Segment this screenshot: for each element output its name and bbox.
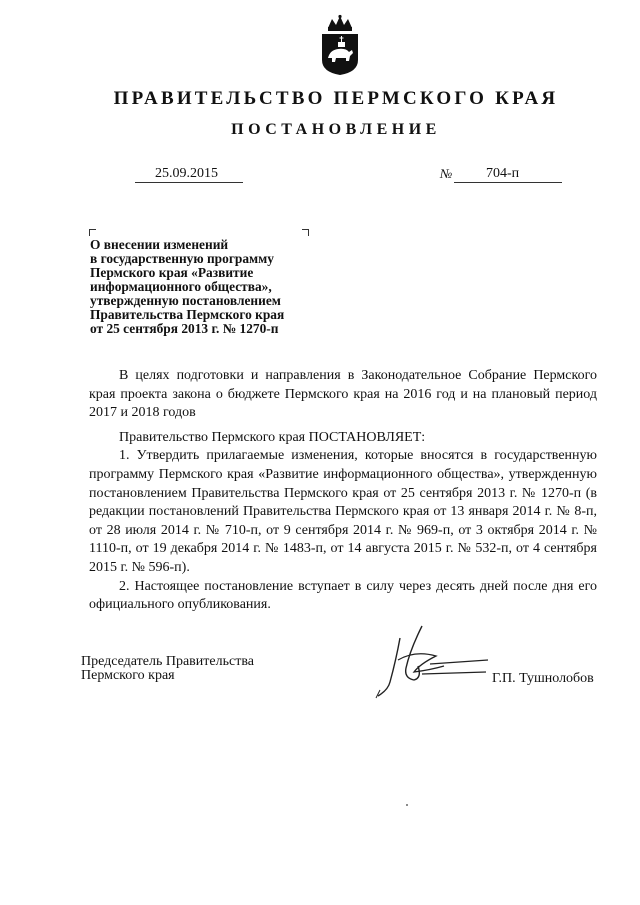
handwritten-signature (370, 620, 490, 700)
position-line: Пермского края (81, 668, 175, 683)
clause-1: 1. Утвердить прилагаемые изменения, которые вносятся в государственную программу Пермского края «Развитие информационного общества», утвержденную постановлением Правительства Пермского края от 25 сентября 2013 г. № 1270-п (в редакции постановлений Правительства Пермского края от 13 января 2014 г. № 8-п, от 28 июля 2014 г. № 710-п, от 9 сентября 2014 г. № 969-п, от 3 октября 2014 г. № 1110-п, от 19 декабря 2014 г. № 1483-п, от 14 августа 2015 г. № 532-п, от 4 сентября 2015 г. № 596-п). (89, 448, 597, 575)
subject-line: О внесении изменений (90, 237, 229, 252)
document-type: ПОСТАНОВЛЕНИЕ (231, 121, 441, 138)
subject-line: информационного общества», (90, 279, 272, 294)
subject-line: Правительства Пермского края (90, 307, 285, 322)
coat-of-arms-icon (318, 14, 362, 76)
preamble-paragraph: В целях подготовки и направления в Законодательное Собрание Пермского края проекта закона о бюджете Пермского края на 2016 год и на плановый период 2017 и 2018 годов (89, 368, 597, 421)
number-underline (454, 182, 562, 183)
subject-line: утвержденную постановлением (90, 293, 281, 308)
subject-line: Пермского края «Развитие (90, 265, 254, 280)
subject-corner-right (302, 229, 309, 236)
document-body (89, 367, 597, 615)
signatory-position (81, 655, 254, 683)
position-line: Председатель Правительства (81, 654, 254, 669)
signatory-name: Г.П. Тушнолобов (492, 671, 594, 686)
resolution-heading: Правительство Пермского края ПОСТАНОВЛЯЕТ: (119, 429, 426, 445)
subject-corner-left (89, 229, 96, 236)
number-sign: № (440, 166, 453, 181)
document-number: 704-п (486, 166, 520, 181)
government-title: ПРАВИТЕЛЬСТВО ПЕРМСКОГО КРАЯ (113, 88, 559, 109)
document-date: 25.09.2015 (155, 166, 218, 181)
subject-line: от 25 сентября 2013 г. № 1270-п (90, 321, 279, 336)
scan-speck (406, 804, 408, 806)
clause-2: 2. Настоящее постановление вступает в силу через десять дней после дня его официального опубликования. (89, 578, 597, 613)
date-underline (135, 182, 243, 183)
subject-line: в государственную программу (90, 251, 274, 266)
document-subject (90, 238, 330, 336)
